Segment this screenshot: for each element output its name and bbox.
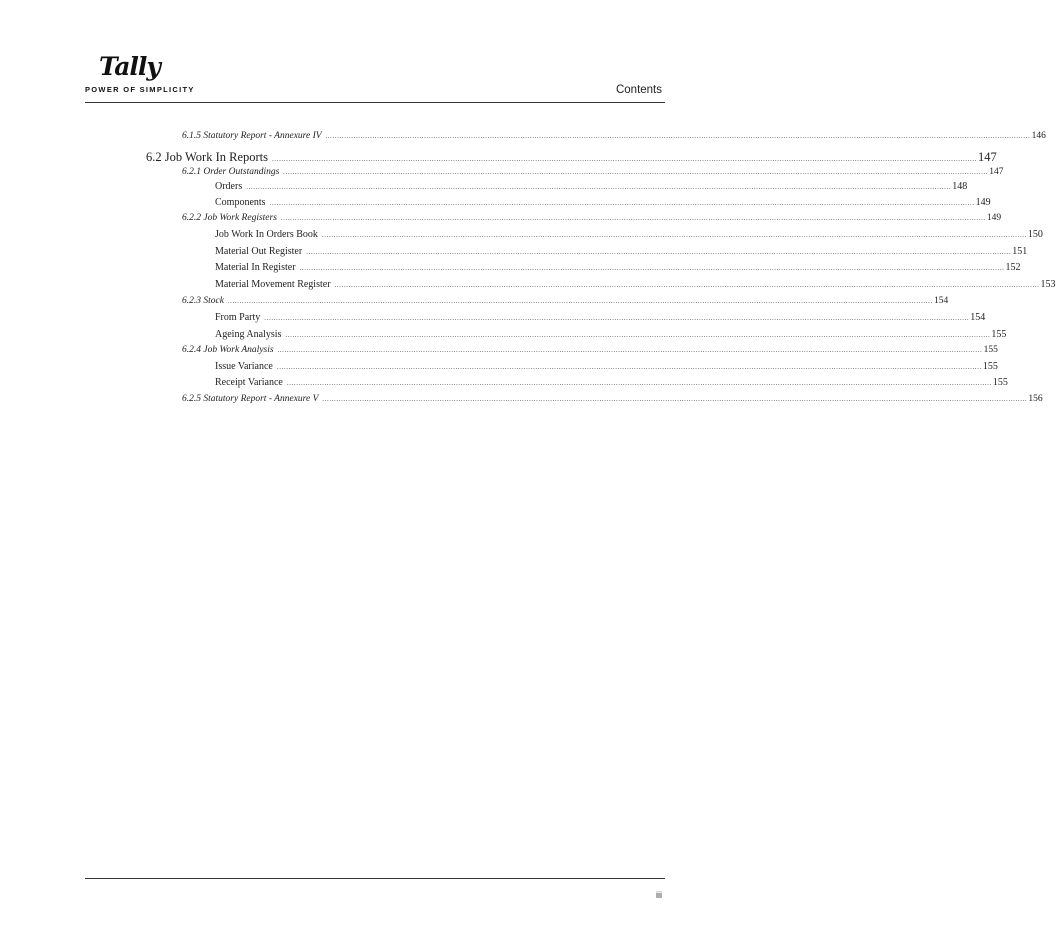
- toc-entry-label: 6.1.5 Statutory Report - Annexure IV: [182, 131, 322, 141]
- dot-leader: ............................................................................................................................................................................................................................................................................................................: [280, 214, 986, 222]
- toc-entry-6-2-4[interactable]: [182, 345, 998, 355]
- dot-leader: ............................................................................................................................................................................................................................................................................................................: [276, 363, 982, 371]
- toc-entry-label: 6.2.4 Job Work Analysis: [182, 345, 274, 355]
- dot-leader: ............................................................................................................................................................................................................................................................................................................: [286, 379, 992, 387]
- dot-leader: ............................................................................................................................................................................................................................................................................................................: [227, 297, 933, 305]
- toc-entry-ageing-analysis[interactable]: [215, 329, 1007, 340]
- dot-leader: ............................................................................................................................................................................................................................................................................................................: [277, 346, 983, 354]
- dot-leader: ............................................................................................................................................................................................................................................................................................................: [246, 183, 952, 191]
- toc-entry-label: From Party: [215, 312, 261, 323]
- dot-leader: ............................................................................................................................................................................................................................................................................................................: [321, 231, 1027, 239]
- toc-entry-page: 154: [970, 312, 986, 323]
- toc-entry-page: 148: [952, 181, 968, 192]
- toc-entry-label: Components: [215, 197, 266, 208]
- toc-entry-page: 147: [989, 167, 1004, 177]
- footer-page-number: iii: [656, 890, 662, 900]
- dot-leader: ............................................................................................................................................................................................................................................................................................................: [272, 155, 978, 163]
- dot-leader: ............................................................................................................................................................................................................................................................................................................: [299, 264, 1005, 272]
- toc-entry-6-2[interactable]: [146, 150, 997, 165]
- toc-entry-6-1-5[interactable]: [182, 131, 1046, 141]
- toc-entry-page: 155: [991, 329, 1007, 340]
- toc-entry-page: 154: [933, 296, 949, 306]
- toc-entry-components[interactable]: [215, 197, 991, 208]
- toc-entry-page: 151: [1012, 246, 1028, 257]
- toc-entry-page: 156: [1028, 394, 1043, 404]
- toc-entry-page: 147: [978, 150, 997, 164]
- dot-leader: ............................................................................................................................................................................................................................................................................................................: [283, 168, 989, 176]
- toc-entry-label: Issue Variance: [215, 361, 273, 372]
- dot-leader: ............................................................................................................................................................................................................................................................................................................: [334, 281, 1040, 289]
- toc-entry-label: Ageing Analysis: [215, 329, 282, 340]
- dot-leader: ............................................................................................................................................................................................................................................................................................................: [325, 132, 1031, 140]
- toc-entry-6-2-1[interactable]: [182, 167, 1004, 177]
- toc-entry-label: Material Movement Register: [215, 279, 331, 290]
- toc-entry-label: 6.2.1 Order Outstandings: [182, 167, 280, 177]
- toc-entry-job-work-in-orders-book[interactable]: [215, 229, 1043, 240]
- toc-entry-6-2-3[interactable]: [182, 296, 949, 306]
- dot-leader: ............................................................................................................................................................................................................................................................................................................: [269, 199, 975, 207]
- toc-entry-label: Material Out Register: [215, 246, 303, 257]
- toc-entry-page: 152: [1005, 262, 1021, 273]
- toc-entry-page: 149: [975, 197, 991, 208]
- dot-leader: ............................................................................................................................................................................................................................................................................................................: [264, 314, 970, 322]
- toc-entry-page: 149: [986, 213, 1002, 223]
- footer-divider: [85, 878, 665, 879]
- dot-leader: ............................................................................................................................................................................................................................................................................................................: [306, 248, 1012, 256]
- header-divider: [85, 102, 665, 103]
- toc-entry-page: 155: [992, 377, 1008, 388]
- toc-entry-page: 146: [1031, 131, 1046, 141]
- toc-entry-label: 6.2 Job Work In Reports: [146, 150, 269, 164]
- toc-entry-material-out-register[interactable]: [215, 246, 1028, 257]
- toc-entry-label: Orders: [215, 181, 243, 192]
- toc-entry-material-movement-register[interactable]: [215, 279, 1056, 290]
- toc-entry-6-2-5[interactable]: [182, 394, 1043, 404]
- tally-logo: [85, 52, 195, 100]
- page-header-title: Contents: [615, 84, 662, 96]
- dot-leader: ............................................................................................................................................................................................................................................................................................................: [285, 331, 991, 339]
- toc-entry-label: Receipt Variance: [215, 377, 283, 388]
- logo-wordmark: Tally: [99, 52, 160, 81]
- dot-leader: ............................................................................................................................................................................................................................................................................................................: [322, 395, 1028, 403]
- toc-entry-receipt-variance[interactable]: [215, 377, 1008, 388]
- toc-entry-page: 153: [1040, 279, 1056, 290]
- toc-entry-label: Material In Register: [215, 262, 296, 273]
- toc-entry-page: 155: [982, 361, 998, 372]
- toc-entry-page: 155: [983, 345, 998, 355]
- toc-entry-label: 6.2.2 Job Work Registers: [182, 213, 277, 223]
- toc-entry-orders[interactable]: [215, 181, 968, 192]
- toc-entry-6-2-2[interactable]: [182, 213, 1002, 223]
- toc-entry-page: 150: [1027, 229, 1043, 240]
- toc-entry-label: 6.2.3 Stock: [182, 296, 224, 306]
- logo-tagline: POWER OF SIMPLICITY: [85, 85, 195, 94]
- toc-entry-label: 6.2.5 Statutory Report - Annexure V: [182, 394, 319, 404]
- toc-entry-issue-variance[interactable]: [215, 361, 998, 372]
- toc-entry-from-party[interactable]: [215, 312, 986, 323]
- toc-entry-label: Job Work In Orders Book: [215, 229, 318, 240]
- toc-entry-material-in-register[interactable]: [215, 262, 1021, 273]
